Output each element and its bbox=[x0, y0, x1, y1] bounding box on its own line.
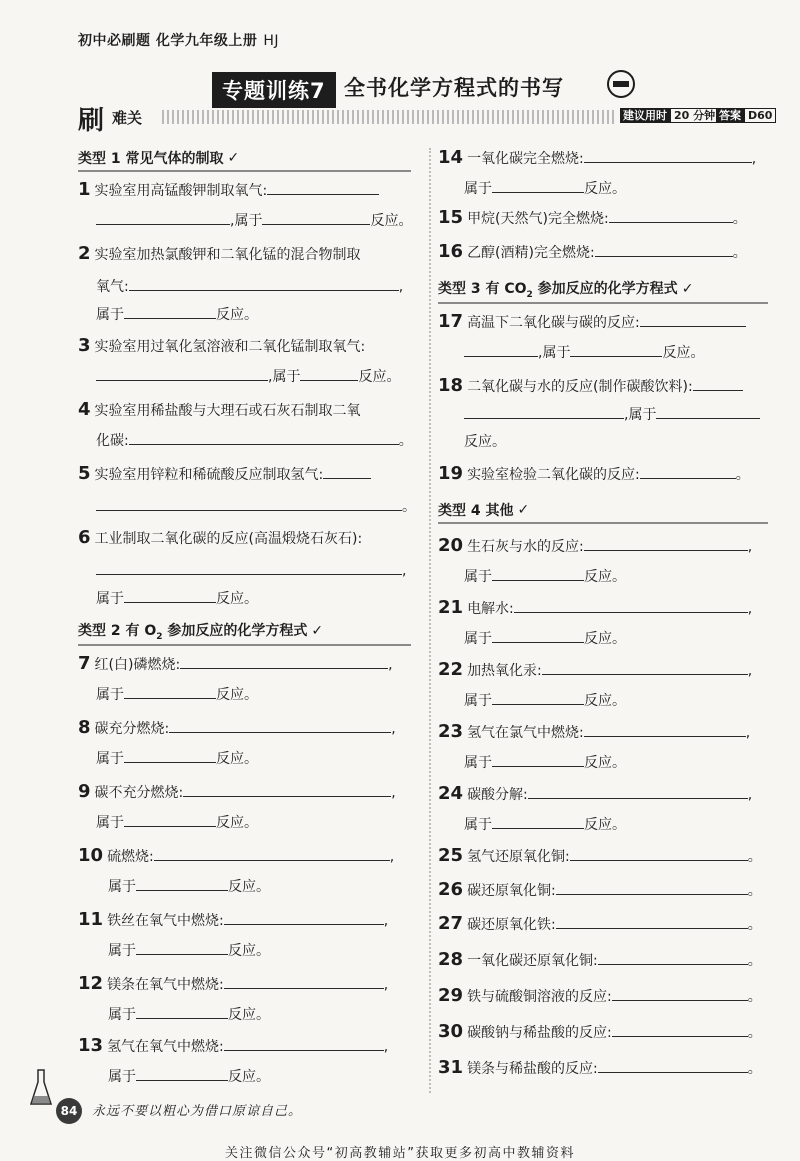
question-number: 20 bbox=[438, 535, 464, 556]
question-13-type bbox=[108, 1066, 270, 1087]
answer-ref bbox=[716, 107, 776, 123]
shuyu-label: ,属于 bbox=[268, 369, 301, 385]
shuyu-label: 属于 bbox=[96, 687, 124, 703]
shuyu-label: 属于 bbox=[464, 817, 492, 833]
question-6 bbox=[78, 528, 362, 549]
footer-note: 关注微信公众号“初高教辅站”获取更多初高中教辅资料 bbox=[225, 1146, 575, 1161]
answer-value: D60 bbox=[744, 108, 776, 123]
question-number: 3 bbox=[78, 335, 91, 356]
answer-blank[interactable] bbox=[570, 846, 748, 861]
question-number: 19 bbox=[438, 463, 464, 484]
fanying-label: 反应。 bbox=[228, 943, 270, 959]
question-31 bbox=[438, 1058, 762, 1079]
shuyu-label: 属于 bbox=[108, 879, 136, 895]
question-24-type bbox=[464, 814, 626, 835]
shuyu-label: 属于 bbox=[96, 307, 124, 323]
section-type-4 bbox=[438, 500, 768, 524]
answer-blank[interactable] bbox=[640, 464, 736, 479]
answer-blank[interactable] bbox=[267, 180, 379, 195]
question-21-type bbox=[464, 628, 626, 649]
comma: , bbox=[747, 787, 753, 803]
question-number: 10 bbox=[78, 845, 104, 866]
footer-motto: 永远不要以粗心为借口原谅自己。 bbox=[92, 1104, 303, 1119]
answer-blank[interactable] bbox=[224, 974, 384, 989]
question-9 bbox=[78, 782, 396, 803]
question-text: 工业制取二氧化碳的反应(高温煅烧石灰石): bbox=[94, 531, 363, 547]
comma: , bbox=[745, 725, 751, 741]
question-20-type bbox=[464, 566, 626, 587]
question-2-cont bbox=[96, 276, 403, 297]
fanying-label: 反应。 bbox=[358, 369, 401, 385]
check-icon: ✓ bbox=[311, 622, 324, 639]
question-number: 6 bbox=[78, 527, 91, 548]
page-number: 84 bbox=[56, 1098, 82, 1124]
period: 。 bbox=[747, 953, 762, 969]
question-number: 18 bbox=[438, 375, 464, 396]
answer-blank[interactable] bbox=[96, 496, 402, 511]
shuyu-label: 属于 bbox=[464, 755, 492, 771]
question-14-type bbox=[464, 178, 626, 199]
question-text: 高温下二氧化碳与碳的反应: bbox=[467, 315, 640, 331]
reaction-type-blank[interactable] bbox=[124, 812, 216, 827]
comma: , bbox=[391, 785, 396, 801]
topic-badge-icon bbox=[607, 70, 635, 98]
question-text: 镁条与稀盐酸的反应: bbox=[467, 1061, 598, 1077]
question-number: 9 bbox=[78, 781, 91, 802]
question-number: 13 bbox=[78, 1035, 104, 1056]
question-25 bbox=[438, 846, 762, 867]
answer-blank[interactable] bbox=[96, 560, 402, 575]
question-text: 电解水: bbox=[467, 601, 514, 617]
flask-icon bbox=[30, 1068, 52, 1108]
question-1-cont bbox=[96, 210, 412, 231]
question-29 bbox=[438, 986, 762, 1007]
reaction-type-blank[interactable] bbox=[136, 940, 228, 955]
column-divider bbox=[429, 148, 431, 1093]
question-text: 碳酸钠与稀盐酸的反应: bbox=[467, 1025, 612, 1041]
reaction-type-blank[interactable] bbox=[124, 684, 216, 699]
question-text: 硫燃烧: bbox=[107, 849, 154, 865]
question-18-type bbox=[464, 432, 506, 452]
dotted-divider bbox=[162, 110, 617, 124]
fanying-label: 反应。 bbox=[216, 591, 258, 607]
period: 。 bbox=[747, 1061, 762, 1077]
question-number: 31 bbox=[438, 1057, 464, 1078]
question-7-type bbox=[96, 684, 258, 705]
reaction-type-blank[interactable] bbox=[136, 1066, 228, 1081]
question-13 bbox=[78, 1036, 388, 1057]
period: 。 bbox=[747, 989, 762, 1005]
question-text: 实验室用锌粒和稀硫酸反应制取氢气: bbox=[94, 467, 324, 483]
question-27 bbox=[438, 914, 762, 935]
period: 。 bbox=[402, 499, 416, 515]
answer-blank[interactable] bbox=[96, 210, 230, 225]
question-text: 碳还原氧化铁: bbox=[467, 917, 556, 933]
question-3-cont bbox=[96, 366, 400, 387]
reaction-type-blank[interactable] bbox=[570, 342, 662, 357]
answer-blank[interactable] bbox=[154, 846, 390, 861]
question-text: 氧气: bbox=[96, 279, 129, 295]
period: 。 bbox=[732, 245, 747, 261]
fanying-label: 反应。 bbox=[216, 751, 258, 767]
edition-label: HJ bbox=[263, 33, 280, 49]
question-number: 16 bbox=[438, 241, 464, 262]
question-text: 氢气还原氧化铜: bbox=[467, 849, 570, 865]
question-17 bbox=[438, 312, 746, 333]
reaction-type-blank[interactable] bbox=[492, 178, 584, 193]
question-text: 二氧化碳与水的反应(制作碳酸饮料): bbox=[467, 379, 693, 395]
fanying-label: 反应。 bbox=[662, 345, 705, 361]
comma: , bbox=[402, 563, 407, 579]
question-text: 实验室用稀盐酸与大理石或石灰石制取二氧 bbox=[94, 403, 361, 419]
fanying-label: 反应。 bbox=[584, 631, 626, 647]
question-text: 实验室用高锰酸钾制取氧气: bbox=[94, 183, 268, 199]
period: 。 bbox=[747, 849, 762, 865]
question-22 bbox=[438, 660, 752, 681]
question-number: 30 bbox=[438, 1021, 464, 1042]
comma: , bbox=[383, 1039, 389, 1055]
section-type-2 bbox=[78, 620, 411, 646]
book-header bbox=[78, 30, 279, 50]
fanying-label: 反应。 bbox=[216, 815, 258, 831]
question-6-type bbox=[96, 588, 258, 609]
question-5-cont bbox=[96, 496, 416, 517]
comma: , bbox=[747, 539, 753, 555]
question-18 bbox=[438, 376, 743, 397]
question-text: 加热氧化汞: bbox=[467, 663, 542, 679]
reaction-type-blank[interactable] bbox=[492, 814, 584, 829]
answer-blank[interactable] bbox=[598, 1058, 748, 1073]
shuyu-label: 属于 bbox=[464, 631, 492, 647]
question-18-cont bbox=[464, 404, 760, 425]
shuyu-label: 属于 bbox=[464, 569, 492, 585]
question-text: 甲烷(天然气)完全燃烧: bbox=[467, 211, 609, 227]
page-title: 全书化学方程式的书写 bbox=[344, 76, 564, 100]
period: 。 bbox=[747, 917, 762, 933]
question-text: 生石灰与水的反应: bbox=[467, 539, 584, 555]
check-icon: ✓ bbox=[517, 502, 530, 518]
answer-blank[interactable] bbox=[598, 950, 748, 965]
question-8-type bbox=[96, 748, 258, 769]
comma: , bbox=[751, 151, 757, 167]
question-19 bbox=[438, 464, 750, 485]
shuyu-label: ,属于 bbox=[230, 213, 263, 229]
question-text: 铁与硫酸铜溶液的反应: bbox=[467, 989, 612, 1005]
shuyu-label: 属于 bbox=[96, 815, 124, 831]
shuyu-label: 属于 bbox=[96, 751, 124, 767]
period: 。 bbox=[732, 211, 747, 227]
section-title bbox=[438, 278, 678, 300]
question-text: 氢气在氯气中燃烧: bbox=[467, 725, 584, 741]
question-number: 25 bbox=[438, 845, 464, 866]
answer-blank[interactable] bbox=[180, 654, 388, 669]
answer-blank[interactable] bbox=[96, 366, 268, 381]
comma: , bbox=[383, 913, 389, 929]
question-10-type bbox=[108, 876, 270, 897]
question-17-cont bbox=[464, 342, 704, 363]
question-text: 碳酸分解: bbox=[467, 787, 528, 803]
question-number: 14 bbox=[438, 147, 464, 168]
question-text: 红(白)磷燃烧: bbox=[94, 657, 181, 673]
topic-label: 专题训练7 bbox=[212, 72, 336, 108]
answer-blank[interactable] bbox=[528, 784, 748, 799]
subscript: 2 bbox=[156, 631, 163, 642]
fanying-label: 反应。 bbox=[216, 687, 258, 703]
question-15 bbox=[438, 208, 747, 229]
question-12-type bbox=[108, 1004, 270, 1025]
question-number: 27 bbox=[438, 913, 464, 934]
level-label: 难关 bbox=[112, 109, 143, 127]
question-12 bbox=[78, 974, 388, 995]
answer-blank[interactable] bbox=[556, 880, 748, 895]
question-20 bbox=[438, 536, 752, 557]
answer-blank[interactable] bbox=[224, 1036, 384, 1051]
period: 。 bbox=[747, 1025, 762, 1041]
question-number: 11 bbox=[78, 909, 104, 930]
question-number: 23 bbox=[438, 721, 464, 742]
reaction-type-blank[interactable] bbox=[124, 588, 216, 603]
fanying-label: 反应。 bbox=[228, 1069, 270, 1085]
comma: , bbox=[391, 721, 396, 737]
question-number: 8 bbox=[78, 717, 91, 738]
question-number: 26 bbox=[438, 879, 464, 900]
section-type-1 bbox=[78, 148, 411, 172]
question-28 bbox=[438, 950, 762, 971]
question-2-type bbox=[96, 304, 258, 325]
question-3 bbox=[78, 336, 365, 357]
question-number: 22 bbox=[438, 659, 464, 680]
answer-blank[interactable] bbox=[693, 376, 743, 391]
answer-label: 答案 bbox=[716, 108, 744, 123]
section-title-part: 类型 3 有 CO bbox=[438, 281, 527, 297]
question-24 bbox=[438, 784, 752, 805]
shuyu-label: 属于 bbox=[464, 693, 492, 709]
time-value: 20 分钟 bbox=[670, 108, 719, 123]
answer-blank[interactable] bbox=[612, 986, 748, 1001]
answer-blank[interactable] bbox=[640, 312, 746, 327]
question-number: 12 bbox=[78, 973, 104, 994]
fanying-label: 反应。 bbox=[464, 434, 506, 450]
question-14 bbox=[438, 148, 756, 169]
fanying-label: 反应。 bbox=[584, 817, 626, 833]
question-7 bbox=[78, 654, 393, 675]
question-text: 化碳: bbox=[96, 433, 129, 449]
answer-blank[interactable] bbox=[129, 276, 399, 291]
answer-blank[interactable] bbox=[464, 342, 538, 357]
question-22-type bbox=[464, 690, 626, 711]
question-text: 铁丝在氧气中燃烧: bbox=[107, 913, 224, 929]
reaction-type-blank[interactable] bbox=[136, 1004, 228, 1019]
section-title: 类型 4 其他 bbox=[438, 503, 514, 519]
section-title: 类型 1 常见气体的制取 bbox=[78, 151, 224, 167]
shua-logo: 刷 bbox=[78, 106, 105, 136]
fanying-label: 反应。 bbox=[370, 213, 413, 229]
question-5 bbox=[78, 464, 371, 485]
answer-blank[interactable] bbox=[224, 910, 384, 925]
comma: , bbox=[388, 657, 393, 673]
answer-blank[interactable] bbox=[584, 148, 752, 163]
question-23 bbox=[438, 722, 750, 743]
shuyu-label: 属于 bbox=[464, 181, 492, 197]
answer-blank[interactable] bbox=[595, 242, 733, 257]
question-4-cont bbox=[96, 430, 413, 451]
reaction-type-blank[interactable] bbox=[656, 404, 760, 419]
question-number: 24 bbox=[438, 783, 464, 804]
answer-blank[interactable] bbox=[556, 914, 748, 929]
comma: , bbox=[747, 663, 753, 679]
reaction-type-blank[interactable] bbox=[262, 210, 370, 225]
answer-blank[interactable] bbox=[514, 598, 748, 613]
question-6-cont bbox=[96, 560, 406, 581]
question-11 bbox=[78, 910, 388, 931]
fanying-label: 反应。 bbox=[584, 569, 626, 585]
reaction-type-blank[interactable] bbox=[492, 690, 584, 705]
answer-blank[interactable] bbox=[542, 660, 748, 675]
question-10 bbox=[78, 846, 394, 867]
fanying-label: 反应。 bbox=[584, 693, 626, 709]
answer-blank[interactable] bbox=[609, 208, 733, 223]
period: 。 bbox=[747, 883, 762, 899]
answer-blank[interactable] bbox=[129, 430, 399, 445]
question-16 bbox=[438, 242, 747, 263]
question-text: 乙醇(酒精)完全燃烧: bbox=[467, 245, 595, 261]
reaction-type-blank[interactable] bbox=[492, 628, 584, 643]
question-text: 实验室用过氧化氢溶液和二氧化锰制取氧气: bbox=[94, 339, 366, 355]
reaction-type-blank[interactable] bbox=[300, 366, 358, 381]
book-title: 初中必刷题 化学九年级上册 bbox=[78, 33, 258, 49]
section-title bbox=[78, 620, 307, 642]
question-30 bbox=[438, 1022, 762, 1043]
shuyu-label: 属于 bbox=[96, 591, 124, 607]
question-2 bbox=[78, 244, 361, 265]
answer-blank[interactable] bbox=[584, 536, 748, 551]
question-number: 7 bbox=[78, 653, 91, 674]
question-text: 实验室检验二氧化碳的反应: bbox=[467, 467, 640, 483]
fanying-label: 反应。 bbox=[584, 755, 626, 771]
answer-blank[interactable] bbox=[584, 722, 746, 737]
question-text: 镁条在氧气中燃烧: bbox=[107, 977, 224, 993]
question-26 bbox=[438, 880, 762, 901]
reaction-type-blank[interactable] bbox=[492, 752, 584, 767]
question-text: 碳不充分燃烧: bbox=[94, 785, 184, 801]
comma: , bbox=[389, 849, 395, 865]
question-text: 氢气在氧气中燃烧: bbox=[107, 1039, 224, 1055]
shuyu-label: 属于 bbox=[108, 1069, 136, 1085]
question-text: 实验室加热氯酸钾和二氧化锰的混合物制取 bbox=[94, 247, 361, 263]
answer-blank[interactable] bbox=[183, 782, 391, 797]
question-8 bbox=[78, 718, 396, 739]
answer-blank[interactable] bbox=[323, 464, 371, 479]
shuyu-label: ,属于 bbox=[624, 407, 657, 423]
question-text: 碳还原氧化铜: bbox=[467, 883, 556, 899]
section-title-part: 类型 2 有 O bbox=[78, 623, 157, 639]
question-number: 15 bbox=[438, 207, 464, 228]
suggested-time bbox=[620, 107, 719, 123]
period: 。 bbox=[735, 467, 750, 483]
comma: , bbox=[747, 601, 753, 617]
question-9-type bbox=[96, 812, 258, 833]
shuyu-label: 属于 bbox=[108, 1007, 136, 1023]
fanying-label: 反应。 bbox=[228, 879, 270, 895]
question-number: 21 bbox=[438, 597, 464, 618]
section-title-part: 参加反应的化学方程式 bbox=[532, 281, 678, 297]
reaction-type-blank[interactable] bbox=[492, 566, 584, 581]
fanying-label: 反应。 bbox=[216, 307, 258, 323]
reaction-type-blank[interactable] bbox=[124, 304, 216, 319]
shuyu-label: 属于 bbox=[108, 943, 136, 959]
question-4 bbox=[78, 400, 361, 421]
answer-blank[interactable] bbox=[612, 1022, 748, 1037]
answer-blank[interactable] bbox=[169, 718, 391, 733]
shuyu-label: ,属于 bbox=[538, 345, 571, 361]
time-label: 建议用时 bbox=[620, 108, 670, 123]
question-23-type bbox=[464, 752, 626, 773]
check-icon: ✓ bbox=[681, 280, 694, 297]
question-number: 29 bbox=[438, 985, 464, 1006]
section-title-part: 参加反应的化学方程式 bbox=[162, 623, 308, 639]
question-number: 4 bbox=[78, 399, 91, 420]
answer-blank[interactable] bbox=[464, 404, 624, 419]
question-text: 一氧化碳还原氧化铜: bbox=[467, 953, 598, 969]
period: 。 bbox=[398, 433, 413, 449]
fanying-label: 反应。 bbox=[228, 1007, 270, 1023]
question-number: 5 bbox=[78, 463, 91, 484]
question-1 bbox=[78, 180, 379, 201]
question-number: 1 bbox=[78, 179, 91, 200]
section-type-3 bbox=[438, 278, 768, 304]
reaction-type-blank[interactable] bbox=[124, 748, 216, 763]
subscript: 2 bbox=[526, 289, 533, 300]
fanying-label: 反应。 bbox=[584, 181, 626, 197]
question-text: 碳充分燃烧: bbox=[94, 721, 170, 737]
question-number: 2 bbox=[78, 243, 91, 264]
question-text: 一氧化碳完全燃烧: bbox=[467, 151, 584, 167]
comma: , bbox=[398, 279, 404, 295]
reaction-type-blank[interactable] bbox=[136, 876, 228, 891]
question-number: 17 bbox=[438, 311, 464, 332]
comma: , bbox=[383, 977, 389, 993]
question-number: 28 bbox=[438, 949, 464, 970]
question-11-type bbox=[108, 940, 270, 961]
question-21 bbox=[438, 598, 752, 619]
check-icon: ✓ bbox=[227, 150, 240, 166]
